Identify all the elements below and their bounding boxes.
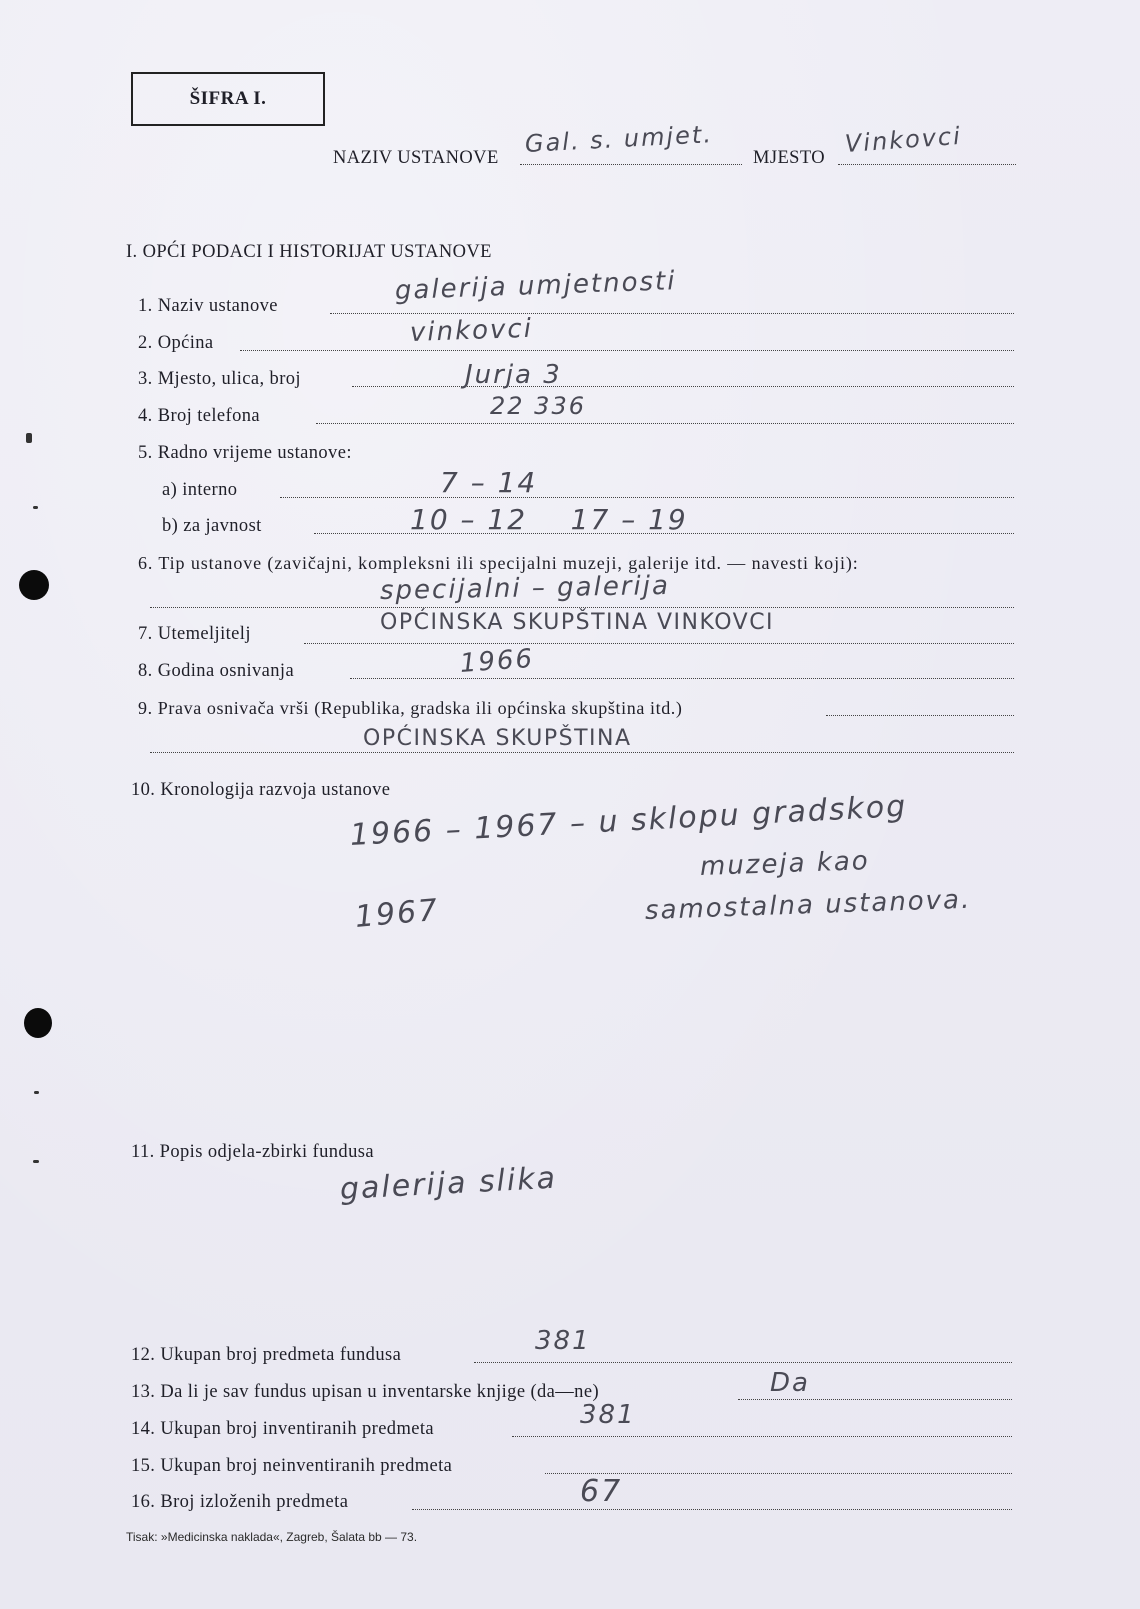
field-8-label: 8. Godina osnivanja [138, 661, 295, 681]
mjesto-line [838, 164, 1016, 165]
margin-mark [34, 1091, 39, 1094]
field-1-handwritten[interactable]: galerija umjetnosti [394, 266, 677, 306]
field-10-handwritten-line3[interactable]: samostalna ustanova. [644, 884, 972, 926]
field-4-handwritten[interactable]: 22 336 [490, 392, 586, 420]
field-16-line [412, 1509, 1012, 1510]
field-6-line [150, 607, 1014, 608]
naziv-label: NAZIV USTANOVE [333, 148, 499, 168]
punch-hole-top [19, 570, 49, 600]
field-12-label: 12. Ukupan broj predmeta fundusa [131, 1345, 402, 1365]
field-16-label: 16. Broj izloženih predmeta [131, 1492, 349, 1512]
naziv-handwritten[interactable]: Gal. s. umjet. [524, 120, 714, 158]
field-5a-line [280, 497, 1014, 498]
field-5a-label: a) interno [162, 480, 238, 500]
field-1-label: 1. Naziv ustanove [138, 296, 278, 316]
field-9-line-2 [150, 752, 1014, 753]
field-7-handwritten[interactable]: OPĆINSKA SKUPŠTINA VINKOVCI [380, 610, 775, 635]
margin-mark [33, 506, 38, 509]
field-2-handwritten[interactable]: vinkovci [409, 313, 534, 348]
field-5-label: 5. Radno vrijeme ustanove: [138, 443, 352, 463]
field-6-label: 6. Tip ustanove (zavičajni, kompleksni ili specijalni muzeji, galerije itd. — navesti koji): [138, 553, 859, 573]
field-3-label: 3. Mjesto, ulica, broj [138, 369, 301, 389]
field-16-handwritten[interactable]: 67 [580, 1474, 623, 1509]
field-5b-handwritten[interactable]: 10 – 12 17 – 19 [410, 503, 688, 536]
field-13-label: 13. Da li je sav fundus upisan u inventarske knjige (da—ne) [131, 1382, 600, 1402]
field-14-line [512, 1436, 1012, 1437]
field-12-line [474, 1362, 1012, 1363]
field-5b-label: b) za javnost [162, 516, 262, 536]
field-6-handwritten[interactable]: specijalni – galerija [379, 570, 671, 606]
field-4-line [316, 423, 1014, 424]
form-code-box [131, 72, 325, 126]
mjesto-handwritten[interactable]: Vinkovci [844, 121, 963, 158]
field-3-line [352, 386, 1014, 387]
field-8-line [350, 678, 1014, 679]
field-13-line [738, 1399, 1012, 1400]
field-9-line [826, 715, 1014, 716]
field-3-handwritten[interactable]: Jurja 3 [465, 360, 562, 390]
field-14-label: 14. Ukupan broj inventiranih predmeta [131, 1419, 435, 1439]
margin-mark [33, 1160, 39, 1163]
margin-mark [26, 433, 32, 443]
printer-footer: Tisak: »Medicinska naklada«, Zagreb, Šalata bb — 73. [126, 1530, 418, 1544]
field-13-handwritten[interactable]: Da [770, 1368, 810, 1398]
field-11-label: 11. Popis odjela-zbirki fundusa [131, 1142, 374, 1162]
field-7-label: 7. Utemeljitelj [138, 624, 251, 644]
naziv-line [520, 164, 742, 165]
field-8-handwritten[interactable]: 1966 [458, 643, 536, 679]
field-14-handwritten[interactable]: 381 [580, 1400, 636, 1430]
field-10-handwritten-line1[interactable]: 1966 – 1967 – u sklopu gradskog [349, 788, 909, 853]
punch-hole-bottom [24, 1008, 52, 1038]
field-9-handwritten[interactable]: OPĆINSKA SKUPŠTINA [363, 726, 632, 751]
field-7-line [304, 643, 1014, 644]
field-10-handwritten-year[interactable]: 1967 [353, 892, 441, 935]
field-5a-handwritten[interactable]: 7 – 14 [440, 466, 538, 499]
field-2-label: 2. Općina [138, 333, 214, 353]
field-9-label: 9. Prava osnivača vrši (Republika, gradska ili općinska skupština itd.) [138, 698, 683, 718]
field-2-line [240, 350, 1014, 351]
field-15-label: 15. Ukupan broj neinventiranih predmeta [131, 1456, 453, 1476]
field-12-handwritten[interactable]: 381 [535, 1326, 591, 1356]
field-1-line [330, 313, 1014, 314]
field-11-handwritten[interactable]: galerija slika [339, 1160, 558, 1207]
field-10-handwritten-line2[interactable]: muzeja kao [699, 846, 871, 882]
field-10-label: 10. Kronologija razvoja ustanove [131, 780, 391, 800]
mjesto-label: MJESTO [753, 148, 825, 168]
form-code-label: ŠIFRA I. [189, 88, 267, 109]
field-4-label: 4. Broj telefona [138, 406, 260, 426]
section-title: I. OPĆI PODACI I HISTORIJAT USTANOVE [126, 242, 492, 262]
